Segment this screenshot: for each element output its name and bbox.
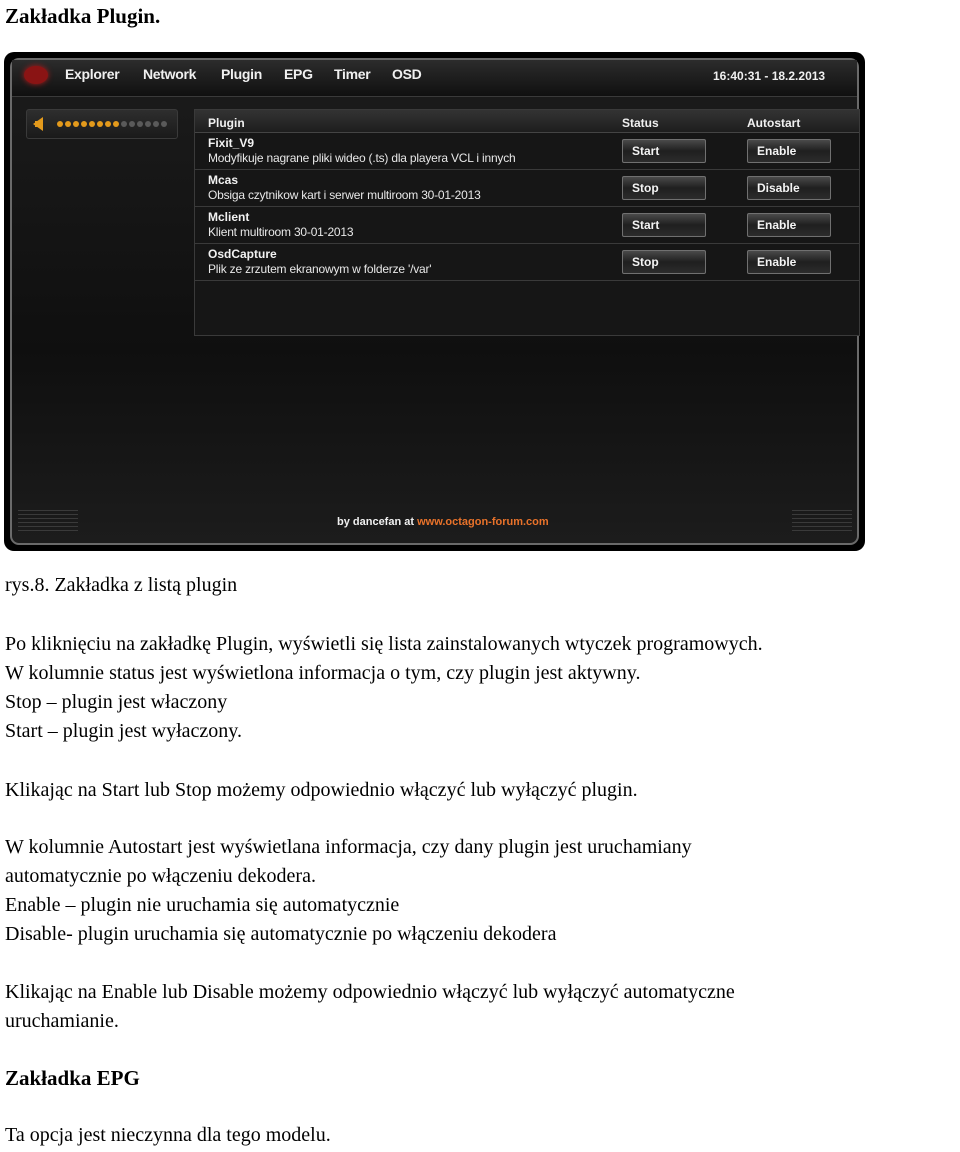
volume-dot (81, 121, 87, 127)
plugin-screenshot (4, 52, 865, 551)
volume-dot (73, 121, 79, 127)
nav-osd[interactable]: OSD (392, 66, 422, 82)
text-line: automatycznie po włączeniu dekodera. (5, 865, 316, 887)
autostart-button[interactable]: Enable (747, 250, 831, 274)
plugin-desc: Modyfikuje nagrane pliki wideo (.ts) dla playera VCL i innych (208, 151, 516, 165)
decor-stripes (792, 510, 852, 532)
col-autostart: Autostart (747, 116, 801, 130)
autostart-button[interactable]: Enable (747, 213, 831, 237)
table-row (195, 207, 859, 244)
text-line: Disable- plugin uruchamia się automatycznie po włączeniu dekodera (5, 923, 557, 945)
text-line: W kolumnie status jest wyświetlona informacja o tym, czy plugin jest aktywny. (5, 662, 641, 684)
footer-by: by dancefan at (337, 516, 418, 528)
paragraph-autostart (5, 833, 692, 949)
text-line: Enable – plugin nie uruchamia się automatycznie (5, 894, 400, 916)
plugin-table (194, 109, 860, 336)
nav-timer[interactable]: Timer (334, 66, 371, 82)
nav-plugin[interactable]: Plugin (221, 66, 262, 82)
plugin-desc: Klient multiroom 30-01-2013 (208, 225, 354, 239)
table-row (195, 133, 859, 170)
nav-network[interactable]: Network (143, 66, 197, 82)
plugin-desc: Obsiga czytnikow kart i serwer multiroom 30-01-2013 (208, 188, 481, 202)
section-heading-epg: Zakładka EPG (5, 1066, 140, 1090)
text-line: Stop – plugin jest właczony (5, 691, 228, 713)
nav-explorer[interactable]: Explorer (65, 66, 120, 82)
decor-stripes (18, 510, 78, 532)
volume-dot (153, 121, 159, 127)
text-line: Po kliknięciu na zakładkę Plugin, wyświetli się lista zainstalowanych wtyczek programowych. (5, 633, 763, 655)
nav-epg[interactable]: EPG (284, 66, 313, 82)
text-line: Start – plugin jest wyłaczony. (5, 720, 242, 742)
footer-credit (337, 516, 549, 528)
table-row (195, 244, 859, 281)
plugin-name: Mclient (208, 210, 250, 224)
octagon-logo-icon (24, 66, 48, 84)
status-button[interactable]: Stop (622, 250, 706, 274)
clock-display: 16:40:31 - 18.2.2013 (713, 69, 826, 83)
speaker-icon (33, 117, 43, 131)
volume-dot (105, 121, 111, 127)
footer-url: www.octagon-forum.com (417, 516, 549, 528)
plugin-name: Mcas (208, 173, 239, 187)
paragraph-epg: Ta opcja jest nieczynna dla tego modelu. (5, 1124, 331, 1146)
volume-dot (121, 121, 127, 127)
paragraph-enable-disable (5, 978, 735, 1036)
col-status: Status (622, 116, 659, 130)
paragraph-intro (5, 630, 763, 746)
text-line: uruchamianie. (5, 1010, 119, 1032)
paragraph-start-stop: Klikając na Start lub Stop możemy odpowiednio włączyć lub wyłączyć plugin. (5, 779, 638, 801)
col-plugin: Plugin (208, 116, 245, 130)
volume-dot (145, 121, 151, 127)
figure-caption: rys.8. Zakładka z listą plugin (5, 574, 238, 596)
text-line: W kolumnie Autostart jest wyświetlana informacja, czy dany plugin jest uruchamiany (5, 836, 692, 858)
table-header (195, 110, 859, 133)
table-row (195, 170, 859, 207)
status-button[interactable]: Stop (622, 176, 706, 200)
volume-dot (161, 121, 167, 127)
autostart-button[interactable]: Disable (747, 176, 831, 200)
plugin-desc: Plik ze zrzutem ekranowym w folderze '/var' (208, 262, 432, 276)
section-heading-plugin: Zakładka Plugin. (5, 4, 161, 28)
volume-dot (137, 121, 143, 127)
volume-dot (129, 121, 135, 127)
plugin-name: Fixit_V9 (208, 136, 255, 150)
volume-dot (57, 121, 63, 127)
status-button[interactable]: Start (622, 213, 706, 237)
volume-dot (89, 121, 95, 127)
volume-dot (113, 121, 119, 127)
volume-dot (97, 121, 103, 127)
autostart-button[interactable]: Enable (747, 139, 831, 163)
volume-dot (65, 121, 71, 127)
plugin-name: OsdCapture (208, 247, 277, 261)
volume-bar[interactable] (26, 109, 178, 139)
text-line: Klikając na Enable lub Disable możemy odpowiednio włączyć lub wyłączyć automatyczne (5, 981, 735, 1003)
status-button[interactable]: Start (622, 139, 706, 163)
